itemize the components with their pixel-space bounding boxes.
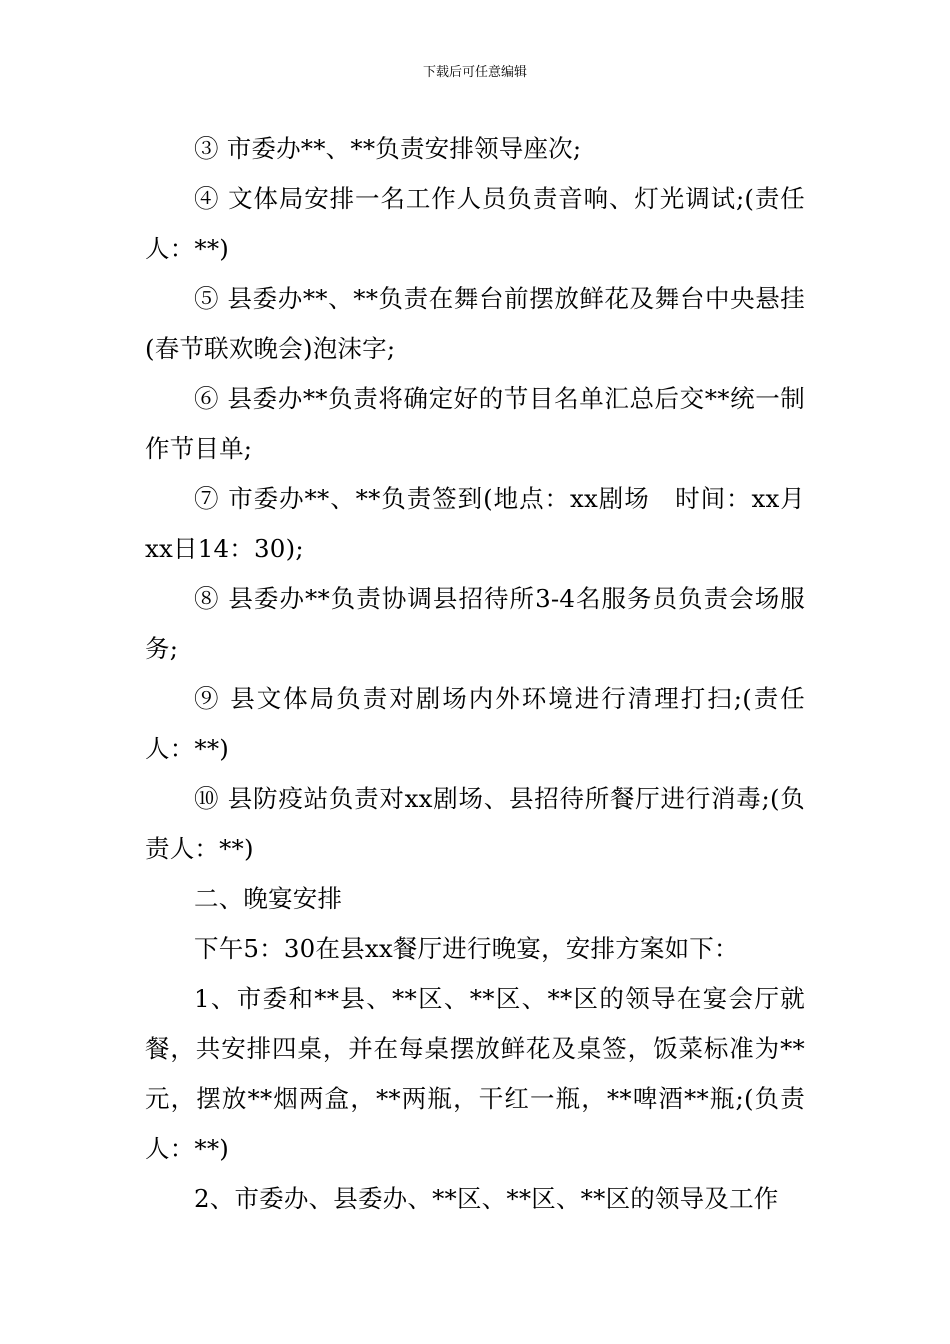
paragraph-item-10: ⑩ 县防疫站负责对xx剧场、县招待所餐厅进行消毒;(负责人：**) <box>145 784 805 863</box>
section-heading-banquet: 二、晚宴安排 <box>194 884 343 913</box>
paragraph-item-7: ⑦ 市委办**、**负责签到(地点：xx剧场 时间：xx月xx日14：30); <box>145 484 805 563</box>
paragraph-item-9: ⑨ 县文体局负责对剧场内外环境进行清理打扫;(责任人：**) <box>145 684 805 763</box>
paragraph-item-5: ⑤ 县委办**、**负责在舞台前摆放鲜花及舞台中央悬挂(春节联欢晚会)泡沫字; <box>145 284 805 363</box>
paragraph-banquet-1: 1、市委和**县、**区、**区、**区的领导在宴会厅就餐，共安排四桌，并在每桌摆放鲜花及桌签，饭菜标准为**元，摆放**烟两盒，**两瓶，干红一瓶，**啤酒**瓶;(负责人：**) <box>145 984 805 1163</box>
paragraph-banquet-intro: 下午5：30在县xx餐厅进行晚宴，安排方案如下： <box>194 934 739 963</box>
paragraph-item-8: ⑧ 县委办**负责协调县招待所3-4名服务员负责会场服务; <box>145 584 805 663</box>
paragraph-item-4: ④ 文体局安排一名工作人员负责音响、灯光调试;(责任人：**) <box>145 184 805 263</box>
page-header: 下载后可任意编辑 <box>422 65 527 80</box>
document-body <box>145 124 805 1224</box>
paragraph-item-3: ③ 市委办**、**负责安排领导座次; <box>194 134 582 163</box>
paragraph-banquet-2: 2、市委办、县委办、**区、**区、**区的领导及工作 <box>194 1184 779 1213</box>
paragraph-item-6: ⑥ 县委办**负责将确定好的节目名单汇总后交**统一制作节目单; <box>145 384 805 463</box>
